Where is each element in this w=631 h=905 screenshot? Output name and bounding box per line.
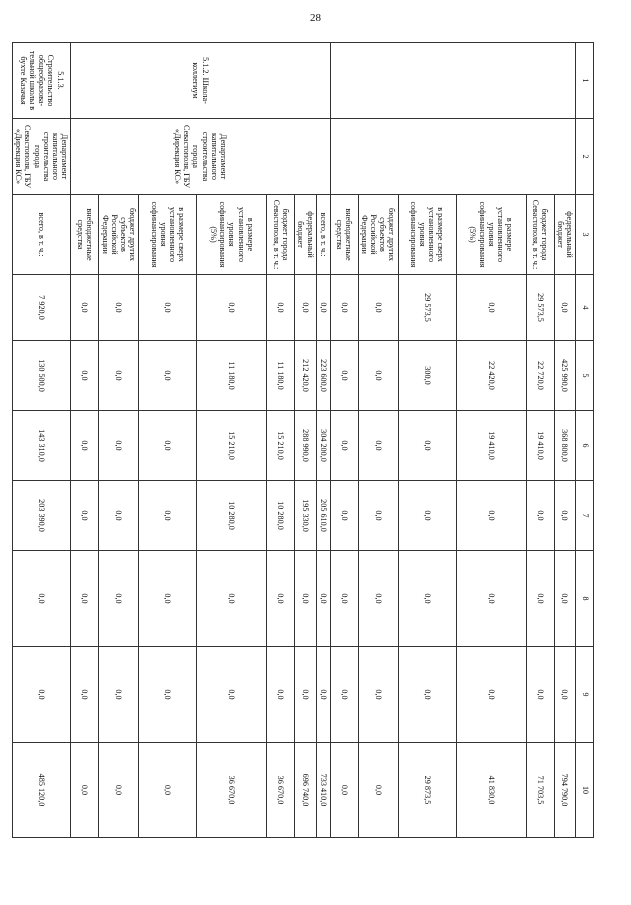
value-cell: 0,0 [398, 411, 456, 481]
responsible-executor: Департамент капитального строительства города Севастополя, ГБУ «Дирекция КС» [71, 119, 330, 195]
funding-source: бюджет города Севастополя, в т. ч.: [267, 195, 295, 275]
value-cell: 696 740,0 [295, 743, 316, 838]
value-cell: 485 120,0 [13, 743, 71, 838]
empty-cell [330, 43, 575, 119]
value-cell: 0,0 [330, 341, 358, 411]
value-cell: 0,0 [554, 647, 575, 743]
value-cell: 0,0 [71, 743, 99, 838]
value-cell: 368 800,0 [554, 411, 575, 481]
value-cell: 7 920,0 [13, 275, 71, 341]
value-cell: 0,0 [295, 275, 316, 341]
value-cell: 15 210,0 [267, 411, 295, 481]
value-cell: 10 280,0 [197, 481, 267, 551]
value-cell: 0,0 [554, 275, 575, 341]
value-cell: 195 330,0 [295, 481, 316, 551]
value-cell: 0,0 [71, 341, 99, 411]
value-cell: 733 410,0 [316, 743, 330, 838]
rotated-table-container [14, 42, 594, 837]
header-row [576, 43, 594, 838]
funding-source: в размере сверх установленного уровня софинансирования [139, 195, 197, 275]
value-cell: 0,0 [358, 551, 398, 647]
value-cell: 288 990,0 [295, 411, 316, 481]
col-header-5: 5 [576, 341, 594, 411]
value-cell: 0,0 [295, 551, 316, 647]
value-cell: 0,0 [526, 551, 554, 647]
value-cell: 0,0 [267, 551, 295, 647]
value-cell: 0,0 [526, 647, 554, 743]
value-cell: 0,0 [526, 481, 554, 551]
value-cell: 0,0 [358, 647, 398, 743]
table-row [13, 43, 71, 838]
value-cell: 0,0 [398, 647, 456, 743]
value-cell: 205 610,0 [316, 481, 330, 551]
value-cell: 0,0 [13, 647, 71, 743]
value-cell: 0,0 [554, 551, 575, 647]
col-header-1: 1 [576, 43, 594, 119]
value-cell: 0,0 [358, 275, 398, 341]
value-cell: 0,0 [197, 275, 267, 341]
funding-source: федеральный бюджет [295, 195, 316, 275]
value-cell: 203 390,0 [13, 481, 71, 551]
value-cell: 0,0 [316, 647, 330, 743]
value-cell: 29 573,5 [526, 275, 554, 341]
value-cell: 0,0 [330, 275, 358, 341]
budget-table [12, 42, 594, 838]
value-cell: 0,0 [139, 275, 197, 341]
value-cell: 0,0 [456, 647, 526, 743]
value-cell: 0,0 [316, 275, 330, 341]
col-header-6: 6 [576, 411, 594, 481]
funding-source: внебюджетные средства [71, 195, 99, 275]
value-cell: 0,0 [456, 481, 526, 551]
value-cell: 0,0 [99, 647, 139, 743]
col-header-2: 2 [576, 119, 594, 195]
item-name: 5.1.2. Школа-коллегиум [71, 43, 330, 119]
funding-source: в размере сверх установленного уровня софинансирования [398, 195, 456, 275]
funding-source: в размере установленного уровня софинансирования (5%) [456, 195, 526, 275]
value-cell: 29 873,5 [398, 743, 456, 838]
value-cell: 0,0 [139, 481, 197, 551]
value-cell: 0,0 [330, 743, 358, 838]
col-header-9: 9 [576, 647, 594, 743]
value-cell: 0,0 [139, 647, 197, 743]
value-cell: 0,0 [71, 481, 99, 551]
value-cell: 0,0 [99, 341, 139, 411]
value-cell: 0,0 [358, 481, 398, 551]
value-cell: 0,0 [139, 341, 197, 411]
value-cell: 71 703,5 [526, 743, 554, 838]
funding-source: бюджет других субъектов Российской Федерации [358, 195, 398, 275]
value-cell: 223 600,0 [316, 341, 330, 411]
value-cell: 0,0 [330, 551, 358, 647]
value-cell: 0,0 [358, 743, 398, 838]
value-cell: 0,0 [139, 551, 197, 647]
value-cell: 0,0 [456, 275, 526, 341]
responsible-executor: Департамент капитального строительства города Севастополя, ГБУ «Дирекция КС» [13, 119, 71, 195]
funding-source: бюджет города Севастополя, в т. ч.: [526, 195, 554, 275]
value-cell: 0,0 [554, 481, 575, 551]
value-cell: 22 720,0 [526, 341, 554, 411]
value-cell: 0,0 [456, 551, 526, 647]
funding-source: бюджет других субъектов Российской Федерации [99, 195, 139, 275]
col-header-7: 7 [576, 481, 594, 551]
value-cell: 0,0 [139, 743, 197, 838]
value-cell: 0,0 [358, 411, 398, 481]
value-cell: 19 410,0 [526, 411, 554, 481]
value-cell: 794 790,0 [554, 743, 575, 838]
value-cell: 0,0 [398, 481, 456, 551]
page-number: 28 [310, 12, 321, 24]
value-cell: 0,0 [197, 647, 267, 743]
value-cell: 11 180,0 [267, 341, 295, 411]
value-cell: 143 310,0 [13, 411, 71, 481]
value-cell: 212 420,0 [295, 341, 316, 411]
value-cell: 22 420,0 [456, 341, 526, 411]
value-cell: 425 990,0 [554, 341, 575, 411]
value-cell: 300,0 [398, 341, 456, 411]
value-cell: 0,0 [197, 551, 267, 647]
value-cell: 0,0 [398, 551, 456, 647]
funding-source: всего, в т. ч.: [316, 195, 330, 275]
value-cell: 11 180,0 [197, 341, 267, 411]
value-cell: 10 280,0 [267, 481, 295, 551]
funding-source: в размере установленного уровня софинансирования (5%) [197, 195, 267, 275]
value-cell: 29 573,5 [398, 275, 456, 341]
value-cell: 15 210,0 [197, 411, 267, 481]
col-header-4: 4 [576, 275, 594, 341]
value-cell: 19 410,0 [456, 411, 526, 481]
funding-source: всего, в т. ч.: [13, 195, 71, 275]
funding-source: внебюджетные средства [330, 195, 358, 275]
value-cell: 0,0 [139, 411, 197, 481]
value-cell: 0,0 [99, 481, 139, 551]
table-row [316, 43, 330, 838]
funding-source: федеральный бюджет [554, 195, 575, 275]
col-header-10: 10 [576, 743, 594, 838]
value-cell: 0,0 [71, 275, 99, 341]
value-cell: 0,0 [99, 551, 139, 647]
value-cell: 0,0 [267, 275, 295, 341]
value-cell: 36 670,0 [197, 743, 267, 838]
value-cell: 130 500,0 [13, 341, 71, 411]
table-row [554, 43, 575, 838]
value-cell: 0,0 [71, 647, 99, 743]
value-cell: 41 830,0 [456, 743, 526, 838]
value-cell: 0,0 [330, 647, 358, 743]
col-header-3: 3 [576, 195, 594, 275]
value-cell: 0,0 [13, 551, 71, 647]
value-cell: 0,0 [330, 481, 358, 551]
value-cell: 0,0 [267, 647, 295, 743]
value-cell: 0,0 [330, 411, 358, 481]
value-cell: 0,0 [316, 551, 330, 647]
value-cell: 0,0 [99, 411, 139, 481]
value-cell: 0,0 [99, 743, 139, 838]
value-cell: 0,0 [99, 275, 139, 341]
col-header-8: 8 [576, 551, 594, 647]
empty-cell [330, 119, 575, 195]
value-cell: 0,0 [358, 341, 398, 411]
value-cell: 0,0 [71, 411, 99, 481]
value-cell: 0,0 [295, 647, 316, 743]
value-cell: 0,0 [71, 551, 99, 647]
item-name: 5.1.3. Строительство общеобразова-тельной школы в бухте Казачья [13, 43, 71, 119]
value-cell: 304 200,0 [316, 411, 330, 481]
value-cell: 36 670,0 [267, 743, 295, 838]
